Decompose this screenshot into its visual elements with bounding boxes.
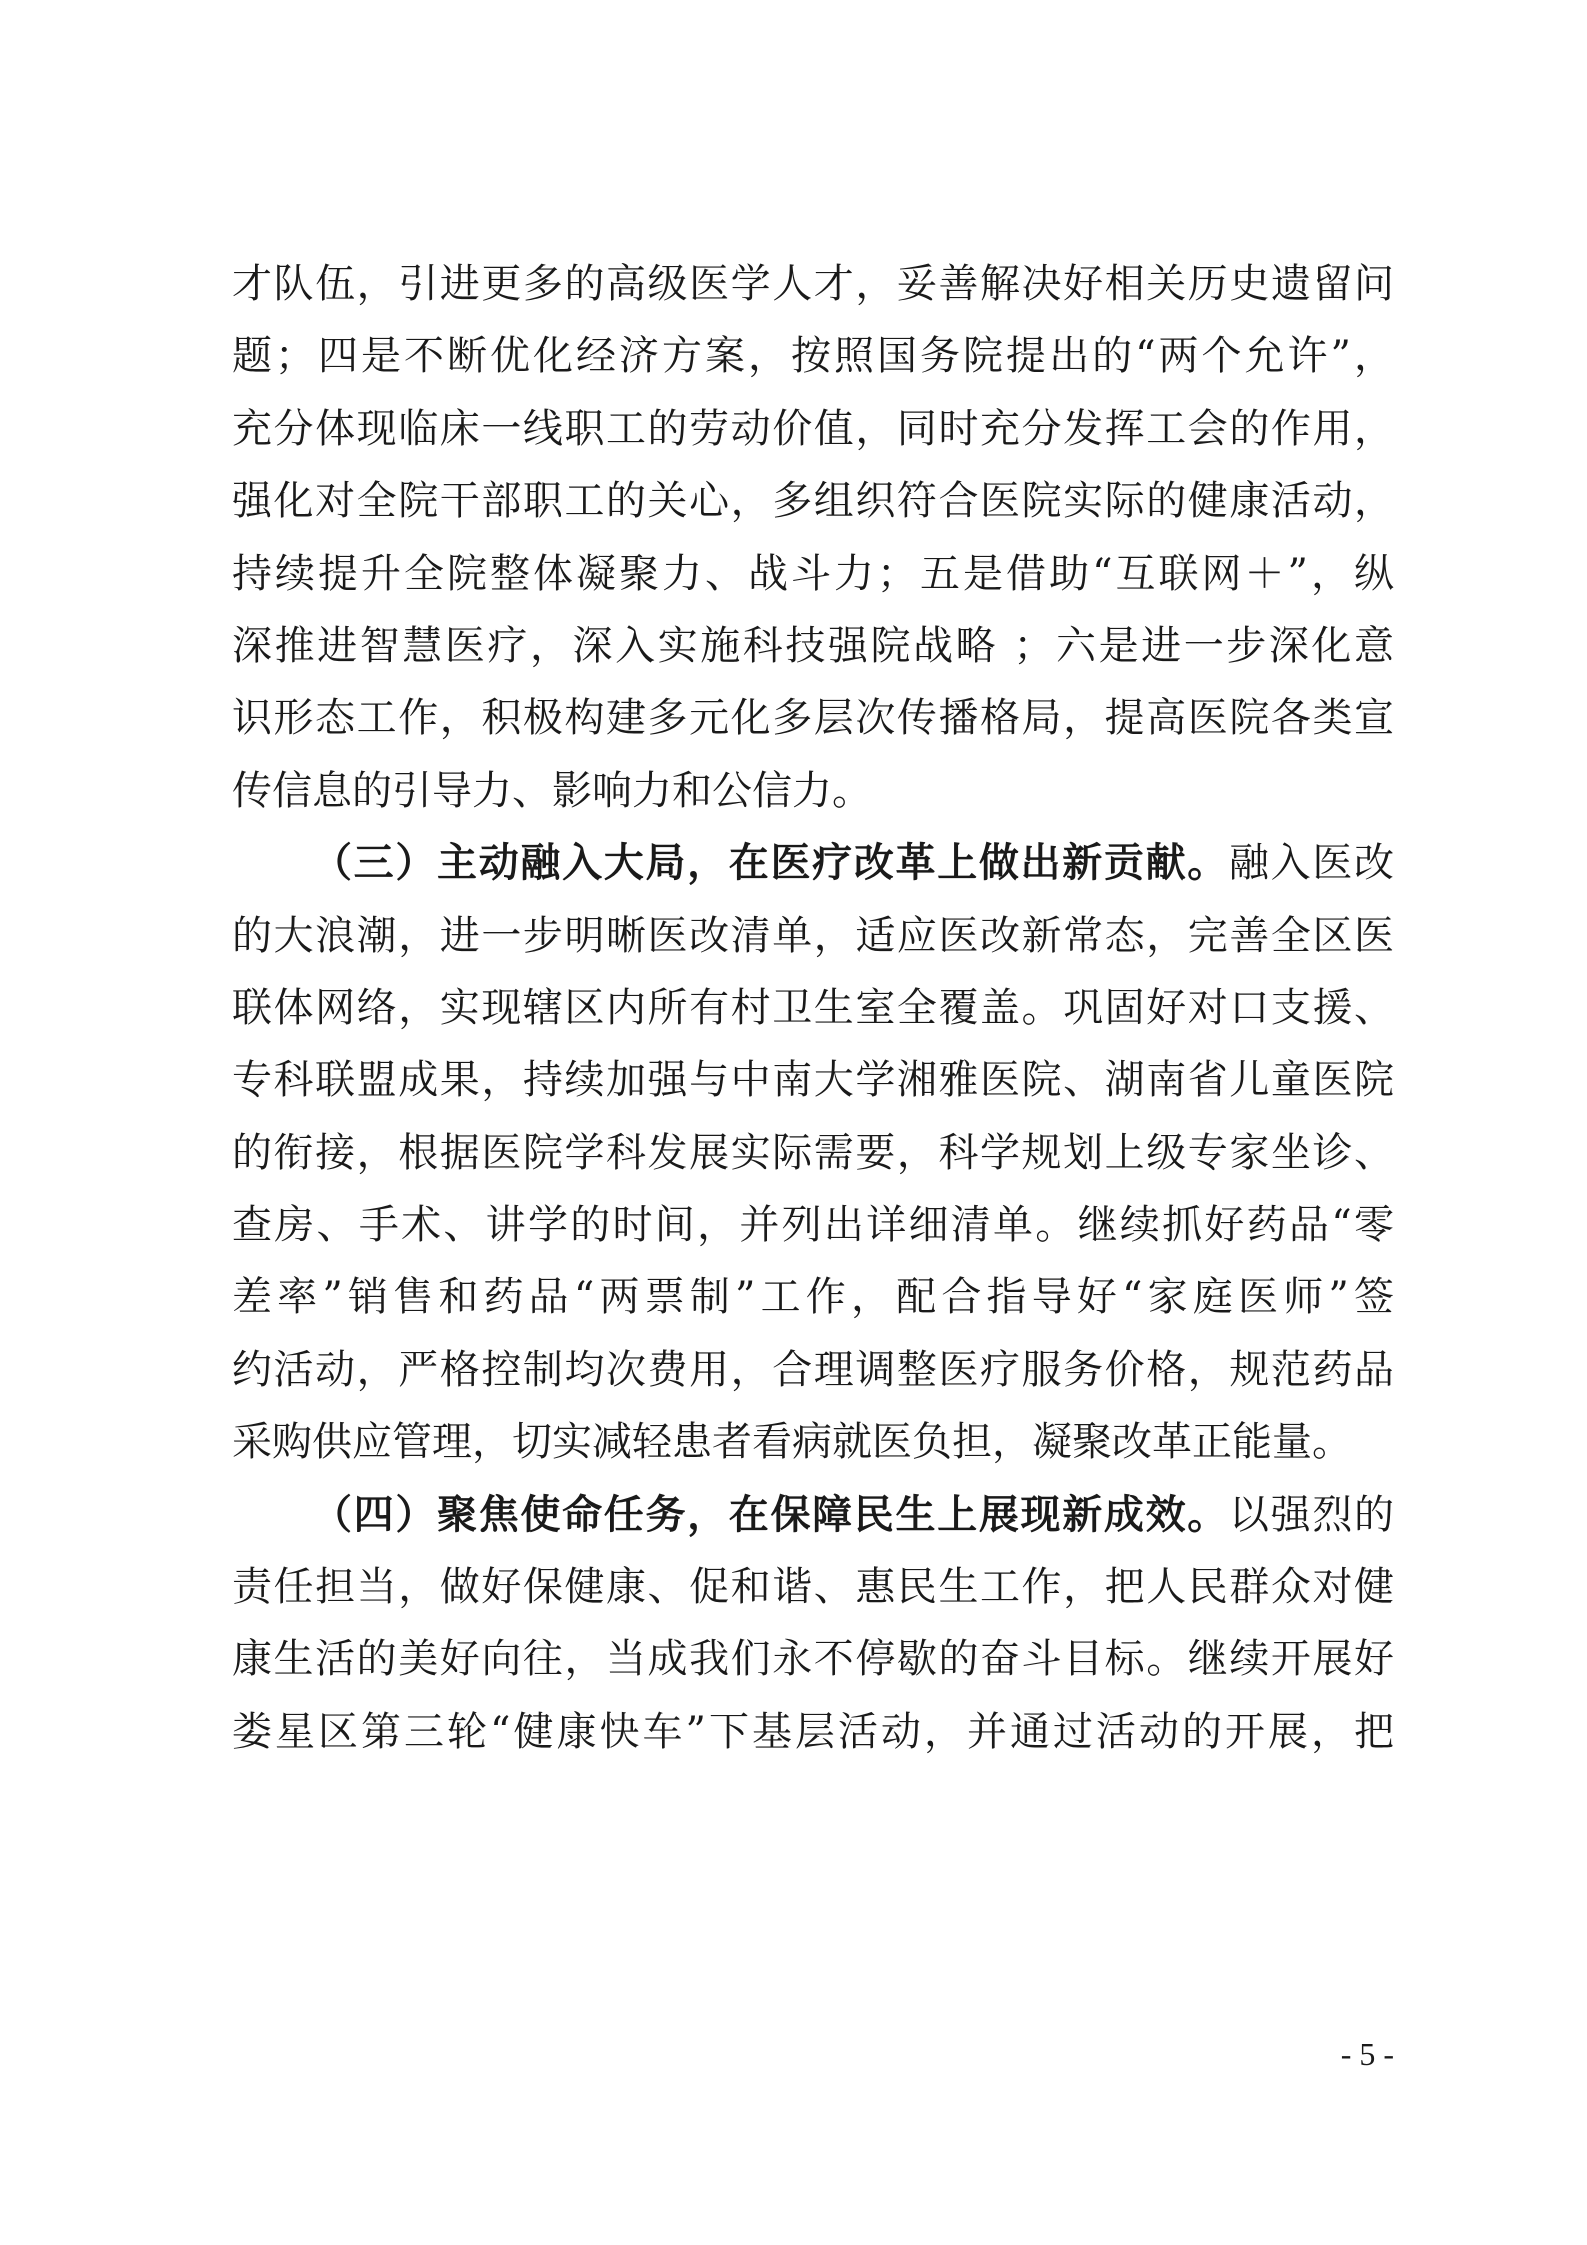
- text-line: 的大浪潮，进一步明晰医改清单，适应医改新常态，完善全区医: [232, 912, 1394, 959]
- text-line: 娄星区第三轮“健康快车”下基层活动，并通过活动的开展，把: [232, 1708, 1394, 1755]
- text-run: 融入医改: [1228, 840, 1395, 887]
- text-run: 以强烈的: [1228, 1491, 1395, 1538]
- body-text: [232, 248, 1394, 1768]
- section-heading: （三）主动融入大局，在医疗改革上做出新贡献。: [312, 839, 1229, 887]
- section-heading: （四）聚焦使命任务，在保障民生上展现新成效。: [312, 1490, 1229, 1538]
- text-line: 责任担当，做好保健康、促和谐、惠民生工作，把人民群众对健: [232, 1564, 1394, 1611]
- section-heading-line: [232, 1479, 1394, 1551]
- text-line: 才队伍，引进更多的高级医学人才，妥善解决好相关历史遗留问: [232, 261, 1394, 307]
- text-line: 查房、手术、讲学的时间，并列出详细清单。继续抓好药品“零: [232, 1202, 1394, 1249]
- text-line: 专科联盟成果，持续加强与中南大学湘雅医院、湖南省儿童医院: [232, 1057, 1394, 1104]
- text-line: 康生活的美好向往，当成我们永不停歇的奋斗目标。继续开展好: [232, 1636, 1394, 1683]
- text-line: 题；四是不断优化经济方案，按照国务院提出的“两个允许”，: [232, 333, 1394, 380]
- page-number: - 5 -: [1340, 2036, 1394, 2072]
- text-line: 采购供应管理，切实减轻患者看病就医负担，凝聚改革正能量。: [232, 1419, 1352, 1466]
- text-line: 充分体现临床一线职工的劳动价值，同时充分发挥工会的作用，: [232, 405, 1394, 452]
- text-line: 联体网络，实现辖区内所有村卫生室全覆盖。巩固好对口支援、: [232, 984, 1394, 1031]
- text-line: 识形态工作，积极构建多元化多层次传播格局，提高医院各类宣: [232, 695, 1394, 742]
- text-line: 的衔接，根据医院学科发展实际需要，科学规划上级专家坐诊、: [232, 1129, 1394, 1176]
- text-line: 传信息的引导力、影响力和公信力。: [232, 767, 872, 814]
- text-line: 强化对全院干部职工的关心，多组织符合医院实际的健康活动，: [232, 478, 1394, 525]
- text-line: 持续提升全院整体凝聚力、战斗力；五是借助“互联网＋”，纵: [232, 550, 1394, 597]
- text-line: 约活动，严格控制均次费用，合理调整医疗服务价格，规范药品: [232, 1346, 1394, 1393]
- text-line: 差率”销售和药品“两票制”工作，配合指导好“家庭医师”签: [232, 1274, 1394, 1321]
- section-heading-line: [232, 827, 1394, 899]
- text-line: 深推进智慧医疗，深入实施科技强院战略 ；六是进一步深化意: [232, 622, 1394, 669]
